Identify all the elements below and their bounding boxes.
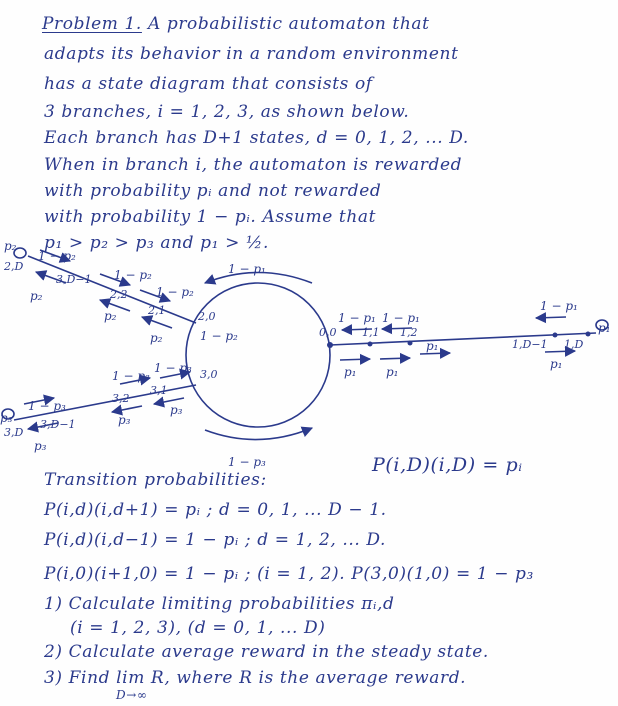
label-b2-fwd-2: p₂ — [104, 309, 117, 323]
problem-line-7: with probability pᵢ and not rewarded — [44, 181, 382, 201]
label-b3-self: p₃ — [0, 411, 13, 425]
label-b3-far-fwd: p₃ — [34, 439, 47, 453]
label-b1-far-state-2: 1,D — [564, 338, 584, 351]
label-b3-far-state-2: 3,D−1 — [40, 418, 76, 431]
state-dot-1-1 — [368, 342, 373, 347]
label-b1-mid-fwd: p₁ — [426, 339, 439, 353]
b1-fwd-arrow-3 — [420, 353, 450, 354]
problem-line-5: Each branch has D+1 states, d = 0, 1, 2, ... D. — [44, 128, 469, 148]
state-dot-1-d — [586, 332, 591, 337]
label-b2-self: p₂ — [4, 239, 17, 253]
state-dot-1-dm1 — [553, 333, 558, 338]
problem-line-9: p₁ > p₂ > p₃ and p₁ > ½. — [44, 233, 269, 253]
b3-back-arrow-2 — [112, 406, 142, 412]
label-b2-state-0: 2,0 — [198, 310, 216, 323]
label-b3-fwd-2: p₃ — [118, 413, 131, 427]
label-b2-state-1: 2,1 — [148, 304, 166, 317]
label-b3-far-state-1: 3,D — [4, 426, 24, 439]
label-b2-fwd-1: p₂ — [150, 331, 163, 345]
label-b1-back-2: 1 − p₁ — [382, 311, 420, 325]
b2-up-arrow-1 — [142, 317, 172, 328]
transition-down: P(i,d)(i,d−1) = 1 − pᵢ ; d = 1, 2, ... D. — [44, 530, 387, 550]
label-b2-far-back: 1 − p₂ — [38, 249, 76, 263]
label-b1-s2: 1,2 — [400, 326, 418, 339]
label-b1-far-fwd: p₁ — [550, 357, 563, 371]
central-circle — [186, 283, 330, 427]
problem-title: Problem 1. — [42, 14, 142, 34]
state-dot-0-0 — [327, 342, 333, 348]
bottom-arc-arrow — [205, 428, 312, 440]
label-b1-far-back: 1 − p₁ — [540, 299, 578, 313]
label-b1-s1: 1,1 — [362, 326, 380, 339]
problem-line-8: with probability 1 − pᵢ. Assume that — [44, 207, 377, 227]
b1-fwd-arrow-2 — [380, 358, 410, 359]
label-b3-state-1: 3,1 — [150, 384, 168, 397]
label-b1-fwd-1: p₁ — [344, 365, 357, 379]
label-b2-far-state-2: 3,D−1 — [56, 273, 92, 286]
transition-up: P(i,d)(i,d+1) = pᵢ ; d = 0, 1, ... D − 1. — [44, 500, 387, 520]
problem-line-6: When in branch i, the automaton is rewarded — [44, 155, 463, 175]
label-b1-near-state: 0,0 — [319, 326, 337, 339]
label-top-arc: 1 − p₁ — [228, 262, 266, 276]
label-b2-far-state-1: 2,D — [4, 260, 24, 273]
label-b1-fwd-2: p₁ — [386, 365, 399, 379]
label-b2-far-fwd: p₂ — [30, 289, 43, 303]
problem-text-1: A probabilistic automaton that — [147, 14, 430, 34]
label-b1-self: p₁ — [598, 321, 611, 335]
label-b3-back-2: 1 − p₃ — [112, 369, 150, 383]
label-b3-state-2: 3,2 — [112, 392, 130, 405]
label-b3-back-1: 1 − p₃ — [154, 361, 192, 375]
label-b1-far-state-1: 1,D−1 — [512, 338, 548, 351]
b1-far-back-arrow — [536, 317, 566, 318]
state-dot-1-2 — [408, 341, 413, 346]
label-b3-far-back: 1 − p₃ — [28, 399, 66, 413]
label-bottom-arc: 1 − p₃ — [228, 455, 266, 469]
b1-far-fwd-arrow — [545, 351, 575, 352]
label-b2-back-3: 1 − p₂ — [114, 268, 152, 282]
question-1-range: (i = 1, 2, 3), (d = 0, 1, ... D) — [70, 618, 326, 638]
label-b2-near-back: 1 − p₂ — [200, 329, 238, 343]
b1-fwd-arrow-1 — [340, 359, 370, 360]
label-b2-back-2: 1 − p₂ — [156, 285, 194, 299]
question-3-limit: D→∞ — [116, 688, 148, 702]
label-b2-state-2: 2,2 — [110, 288, 128, 301]
transition-switch: P(i,0)(i+1,0) = 1 − pᵢ ; (i = 1, 2). P(3,0)(1,0) = 1 − p₃ — [44, 564, 534, 584]
transitions-heading: Transition probabilities: — [44, 470, 267, 490]
problem-line-2: adapts its behavior in a random environment — [44, 44, 459, 64]
transition-self: P(i,D)(i,D) = pᵢ — [372, 454, 523, 476]
question-2: 2) Calculate average reward in the steady state. — [44, 642, 489, 662]
label-b1-back-1: 1 − p₁ — [338, 311, 376, 325]
label-b3-state-0: 3,0 — [200, 368, 218, 381]
problem-line-4: 3 branches, i = 1, 2, 3, as shown below. — [44, 102, 410, 122]
question-3: 3) Find lim R, where R is the average reward. — [44, 668, 467, 688]
question-1: 1) Calculate limiting probabilities πᵢ,d — [44, 594, 395, 614]
label-b3-fwd-1: p₃ — [170, 403, 183, 417]
problem-line-3: has a state diagram that consists of — [44, 74, 373, 94]
